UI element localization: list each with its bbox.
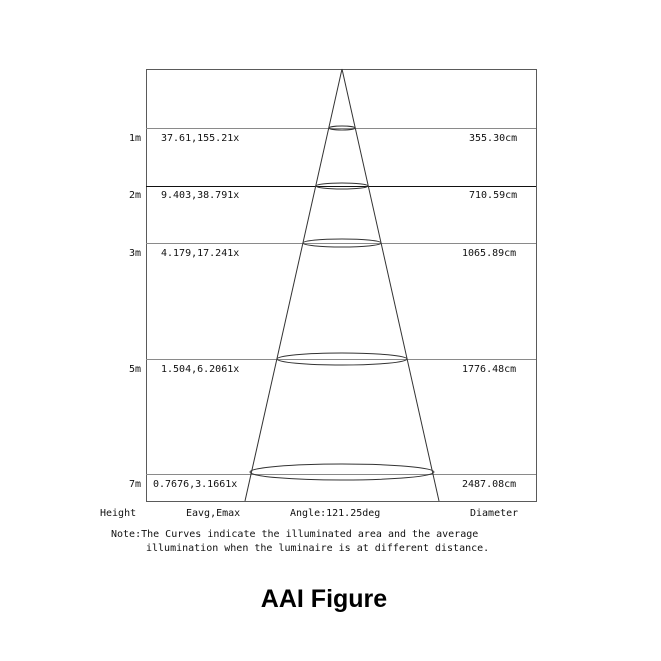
height-label: 1m (128, 133, 141, 144)
note-line-1: Note:The Curves indicate the illuminated area and the average (111, 529, 479, 540)
beam-cone-right-edge (342, 69, 439, 501)
diameter-label: 2487.08cm (462, 479, 517, 490)
footer-diameter-label: Diameter (470, 508, 519, 519)
footer-height-label: Height (100, 508, 137, 519)
diameter-label: 1776.48cm (462, 364, 517, 375)
diameter-label: 710.59cm (469, 190, 518, 201)
diameter-label: 355.30cm (469, 133, 518, 144)
illuminated-area-7m (250, 464, 434, 480)
footer-angle-label: Angle:121.25deg (290, 508, 381, 519)
height-label: 3m (128, 248, 141, 259)
illuminance-label: 0.7676,3.1661x (153, 479, 238, 490)
illuminance-label: 4.179,17.241x (161, 248, 240, 259)
footer-illuminance-label: Eavg,Emax (186, 508, 241, 519)
height-label: 7m (128, 479, 141, 490)
height-label: 2m (128, 190, 141, 201)
figure-caption: AAI Figure (260, 585, 388, 613)
beam-cone-left-edge (245, 69, 342, 501)
diameter-label: 1065.89cm (462, 248, 517, 259)
illuminance-label: 9.403,38.791x (161, 190, 240, 201)
illuminance-label: 1.504,6.2061x (161, 364, 240, 375)
illuminance-label: 37.61,155.21x (161, 133, 240, 144)
height-label: 5m (128, 364, 141, 375)
note-line-2: illumination when the luminaire is at different distance. (146, 543, 490, 554)
